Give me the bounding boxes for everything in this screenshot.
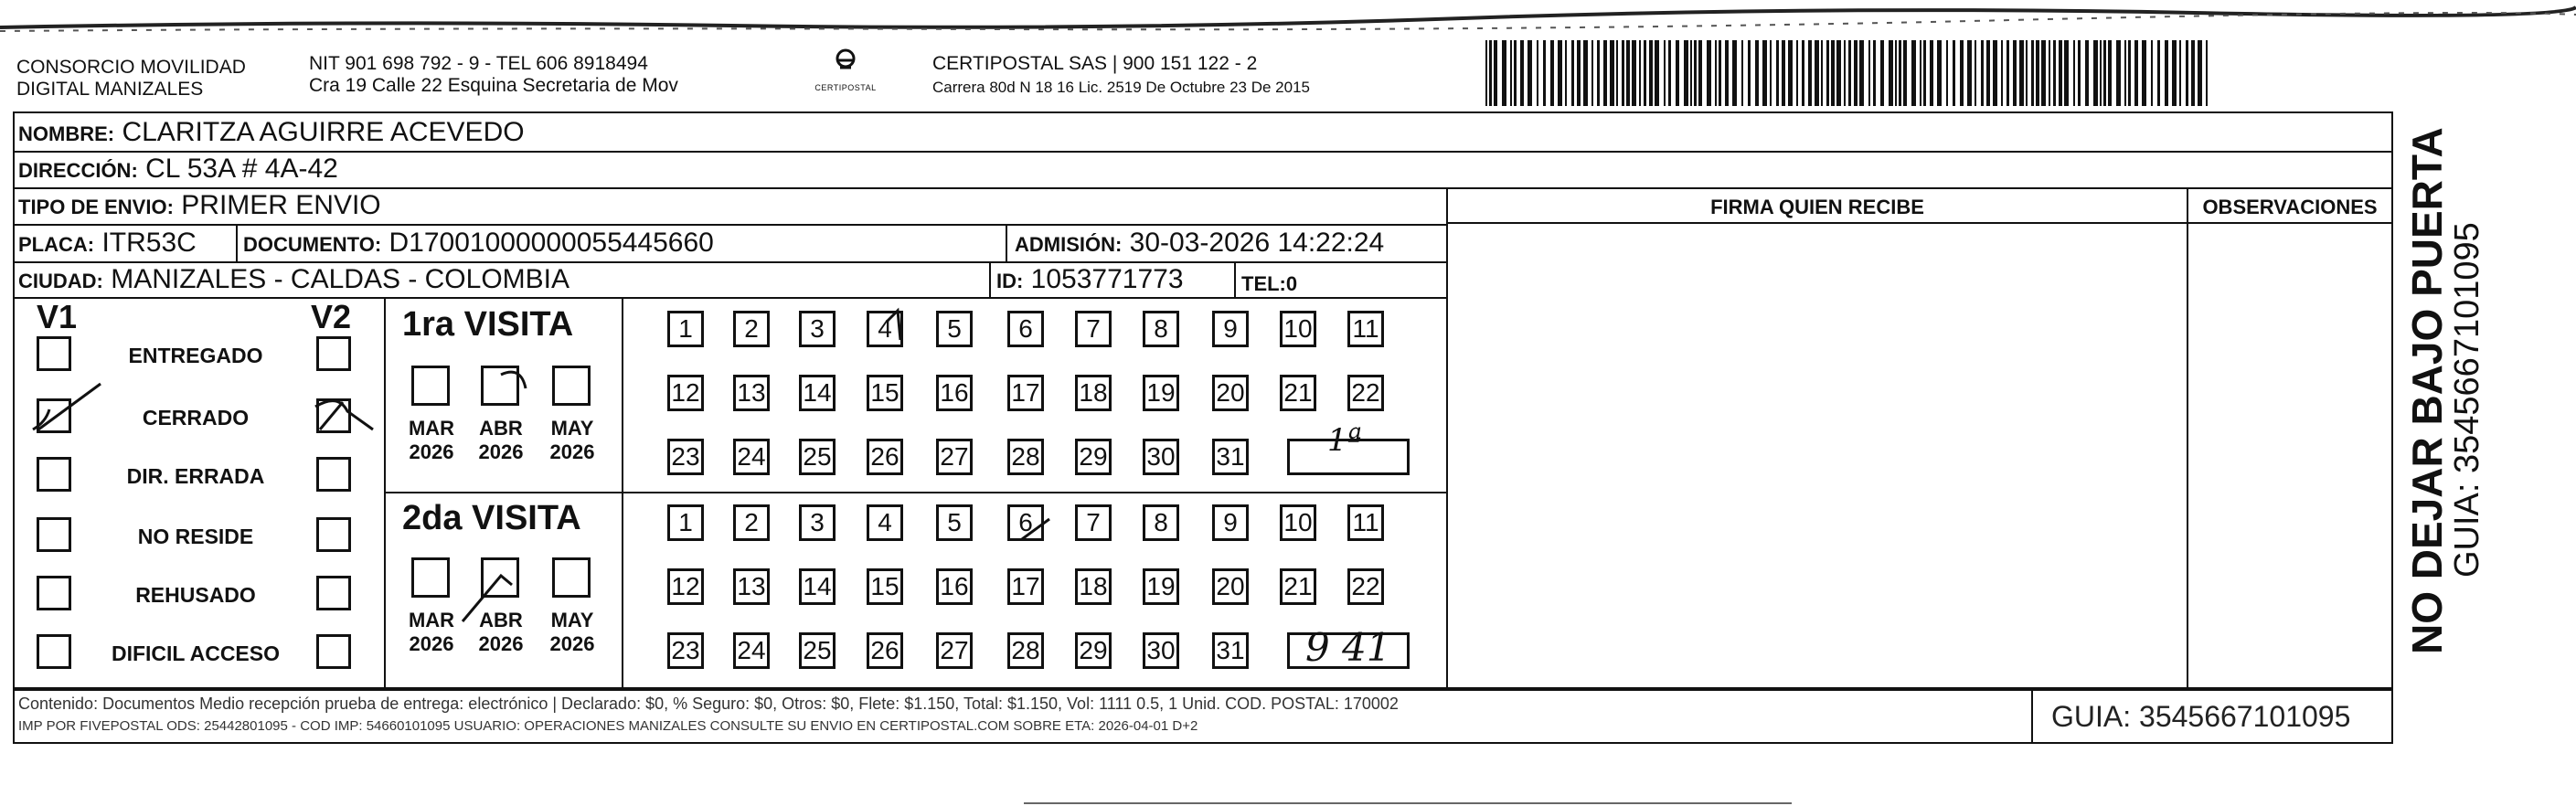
day-box[interactable]: 21 [1280,568,1316,605]
certipostal-logo: CERTIPOSTAL [814,48,878,92]
status-label: DIFICIL ACCESO [111,642,280,665]
side-guia: GUIA: 3545667101095 [2448,222,2486,578]
second-visit-title: 2da VISITA [402,499,581,537]
month-checkbox[interactable] [481,557,519,598]
barcode-bar [1520,40,1524,106]
barcode-bar [1583,40,1588,106]
day-box[interactable]: 4 [867,311,903,347]
placa-value: ITR53C [101,228,197,258]
signature-area[interactable] [1450,226,2185,687]
day-box[interactable]: 10 [1280,311,1316,347]
month-checkbox[interactable] [552,366,591,406]
barcode-bar [1649,40,1653,106]
handwritten-note-first: 1ª [1327,422,1362,459]
barcode-bar [2013,40,2017,106]
barcode-bar [1632,40,1636,106]
day-box[interactable]: 31 [1212,439,1249,475]
id-value: 1053771773 [1030,264,1184,294]
barcode-bar [2100,40,2102,106]
footer-contenido: Contenido: Documentos Medio recepción prueba de entrega: electrónico | Declarado: $0, % Seguro: $0, Otros: $0, Flete: $1.150, Total: $1.150, Vol: 1111 0.5, 1 Unid. COD. POSTAL: 170002 [18,695,1399,713]
id-field: ID: 1053771773 [996,264,1184,294]
barcode-bar [1732,40,1737,106]
barcode-bar [1565,40,1567,106]
barcode-bar [2041,40,2046,106]
firma-quien-recibe-header: FIRMA QUIEN RECIBE [1710,196,1924,218]
day-box[interactable]: 19 [1143,568,1179,605]
day-box[interactable]: 14 [799,375,836,411]
barcode-bar [2036,40,2039,106]
sender-org-name: CONSORCIO MOVILIDAD DIGITAL MANIZALES [16,57,246,100]
nombre-field: NOMBRE: CLARITZA AGUIRRE ACEVEDO [18,117,525,147]
barcode-bar [1597,40,1600,106]
barcode-bar [2198,40,2202,106]
day-box[interactable]: 23 [667,632,704,669]
barcode-bar [1975,40,1976,106]
month-checkbox[interactable] [481,366,519,406]
ciudad-field: CIUDAD: MANIZALES - CALDAS - COLOMBIA [18,264,570,294]
no-dejar-bajo-puerta: NO DEJAR BAJO PUERTA [2403,127,2451,654]
barcode-bar [1537,40,1538,106]
barcode-bar [1741,40,1743,106]
day-box[interactable]: 13 [733,568,770,605]
barcode-bar [1782,40,1785,106]
handwritten-note-second: 9 41 [1305,625,1391,670]
day-box[interactable]: 10 [1280,504,1316,541]
barcode-bar [1920,40,1921,106]
barcode-bar [2151,40,2153,106]
footer-impreso: IMP POR FIVEPOSTAL ODS: 25442801095 - COD IMP: 54660101095 USUARIO: OPERACIONES MANIZALES CONSULTE SU ENVIO EN CERTIPOSTAL.COM SOBRE ETA: 2026-04-01 D+2 [18,718,1198,734]
barcode-bar [1911,40,1916,106]
barcode-bar [1776,40,1779,106]
barcode-bar [1610,40,1614,106]
direccion-field: DIRECCIÓN: CL 53A # 4A-42 [18,154,338,184]
barcode-bar [1550,40,1554,106]
carrier-info: CERTIPOSTAL SAS | 900 151 122 - 2 Carrera 80d N 18 16 Lic. 2519 De Octubre 23 De 2015 [932,53,1310,96]
barcode-bar [2157,40,2160,106]
barcode-bar [2078,40,2081,106]
day-box[interactable]: 11 [1347,504,1384,541]
status-label: CERRADO [142,406,250,430]
barcode-bar [1808,40,1812,106]
status-label: ENTREGADO [128,344,263,367]
barcode-bar [2019,40,2024,106]
v1-header: V1 [37,298,78,335]
barcode-bar [2085,40,2089,106]
barcode-bar [1698,40,1702,106]
barcode-bar [2064,40,2069,106]
month-label: MAY 2026 [549,417,595,463]
month-label: ABR 2026 [478,609,524,655]
barcode-bar [1644,40,1646,106]
day-box[interactable]: 29 [1075,632,1112,669]
observaciones-area[interactable] [2190,226,2391,687]
admision-value: 30-03-2026 14:22:24 [1129,228,1385,258]
barcode-bar [2165,40,2168,106]
day-box[interactable]: 3 [799,504,836,541]
day-box[interactable]: 26 [867,439,903,475]
barcode-bar [1868,40,1870,106]
barcode-bar [1622,40,1624,106]
barcode-bar [2031,40,2034,106]
barcode-bar [1514,40,1517,106]
barcode-bar [1684,40,1688,106]
v2-checkbox[interactable] [316,457,351,492]
day-box[interactable]: 8 [1143,311,1179,347]
barcode-bar [1748,40,1751,106]
barcode-bar [2108,40,2112,106]
month-label: ABR 2026 [478,417,524,463]
barcode-bar [2007,40,2009,106]
v1-checkbox[interactable] [37,576,71,610]
day-box[interactable]: 15 [867,375,903,411]
barcode-bar [1848,40,1851,106]
barcode-bar [2093,40,2098,106]
barcode-bar [1953,40,1955,106]
day-box[interactable]: 2 [733,311,770,347]
day-box[interactable]: 8 [1143,504,1179,541]
month-checkbox[interactable] [411,366,450,406]
day-box[interactable]: 24 [733,439,770,475]
day-box[interactable]: 7 [1075,504,1112,541]
barcode-bar [1690,40,1692,106]
tipo-envio-value: PRIMER ENVIO [181,190,381,220]
barcode-bar [1543,40,1546,106]
barcode-bar [1937,40,1942,106]
sender-org-info: NIT 901 698 792 - 9 - TEL 606 8918494 Cra 19 Calle 22 Esquina Secretaria de Mov [309,53,678,96]
barcode-bar [1571,40,1574,106]
status-label: NO RESIDE [137,525,254,548]
v1-checkbox[interactable] [37,517,71,552]
observaciones-header: OBSERVACIONES [2202,196,2378,218]
day-box[interactable]: 16 [936,375,973,411]
v2-checkbox[interactable] [316,634,351,669]
day-box[interactable]: 15 [867,568,903,605]
barcode-bar [1510,40,1512,106]
day-box[interactable]: 30 [1143,632,1179,669]
day-box[interactable]: 27 [936,439,973,475]
barcode-bar [1796,40,1798,106]
day-box[interactable]: 14 [799,568,836,605]
barcode-bar [1707,40,1711,106]
day-box[interactable]: 7 [1075,311,1112,347]
barcode-bar [1889,40,1893,106]
day-box[interactable]: 26 [867,632,903,669]
ciudad-value: MANIZALES - CALDAS - COLOMBIA [111,264,570,294]
barcode-bar [1762,40,1767,106]
v2-checkbox[interactable] [316,517,351,552]
barcode-bar [1981,40,1984,106]
barcode-bar [1639,40,1641,106]
footer-guia: GUIA: 3545667101095 [2051,700,2351,733]
admision-field: ADMISIÓN: 30-03-2026 14:22:24 [1015,228,1385,258]
barcode-bar [1494,40,1497,106]
barcode-bar [2116,40,2121,106]
tel-field: TEL:0 [1241,272,1298,295]
v2-checkbox[interactable] [316,398,351,433]
barcode-bar [2049,40,2050,106]
barcode-bar [1577,40,1581,106]
day-box[interactable]: 16 [936,568,973,605]
barcode-bar [1873,40,1876,106]
day-box[interactable]: 9 [1212,504,1249,541]
barcode-bar [1528,40,1532,106]
barcode-bar [2026,40,2028,106]
day-box[interactable]: 19 [1143,375,1179,411]
placa-field: PLACA: ITR53C [18,228,197,258]
day-box[interactable]: 21 [1280,375,1316,411]
v2-checkbox[interactable] [316,576,351,610]
barcode-bar [1626,40,1630,106]
month-label: MAR 2026 [408,417,455,463]
barcode-bar [1770,40,1772,106]
first-visit-title: 1ra VISITA [402,305,574,344]
v1-checkbox[interactable] [37,457,71,492]
barcode-bar [1788,40,1793,106]
month-checkbox[interactable] [411,557,450,598]
barcode-bar [2059,40,2062,106]
tipo-envio-field: TIPO DE ENVIO: PRIMER ENVIO [18,190,381,220]
barcode-bar [1719,40,1721,106]
v1-checkbox[interactable] [37,634,71,669]
barcode-bar [1591,40,1593,106]
barcode-bar [1694,40,1697,106]
barcode-bar [1923,40,1926,106]
v1-checkbox[interactable] [37,336,71,371]
barcode-bar [1859,40,1864,106]
barcode-bar [2172,40,2177,106]
barcode-bar [1946,40,1948,106]
day-box[interactable]: 12 [667,568,704,605]
day-box[interactable]: 3 [799,311,836,347]
barcode-bar [1815,40,1819,106]
barcode-bar [1725,40,1729,106]
day-box[interactable]: 1 [667,504,704,541]
barcode-bar [1993,40,1997,106]
nombre-value: CLARITZA AGUIRRE ACEVEDO [122,117,525,147]
direccion-value: CL 53A # 4A-42 [145,154,338,184]
barcode-bar [1755,40,1759,106]
barcode-bar [1895,40,1897,106]
barcode-bar [2191,40,2195,106]
barcode [1485,40,2217,106]
barcode-bar [1655,40,1659,106]
barcode-bar [1899,40,1901,106]
barcode-bar [1986,40,1990,106]
day-box[interactable]: 2 [733,504,770,541]
barcode-bar [2053,40,2056,106]
barcode-bar [1821,40,1823,106]
day-box[interactable]: 5 [936,504,973,541]
barcode-bar [1960,40,1964,106]
documento-field: DOCUMENTO: D17001000000055445660 [243,228,714,258]
day-box[interactable]: 20 [1212,375,1249,411]
day-box[interactable]: 30 [1143,439,1179,475]
barcode-bar [1668,40,1671,106]
barcode-bar [1930,40,1933,106]
day-box[interactable]: 28 [1007,439,1044,475]
barcode-bar [1616,40,1618,106]
v1-checkbox[interactable] [37,398,71,433]
documento-value: D17001000000055445660 [389,228,714,258]
tel-value: 0 [1285,272,1298,295]
v2-header: V2 [311,298,352,335]
day-box[interactable]: 25 [799,439,836,475]
barcode-bar [2103,40,2106,106]
barcode-bar [1603,40,1607,106]
day-box[interactable]: 11 [1347,311,1384,347]
barcode-bar [1676,40,1679,106]
barcode-bar [1485,40,1487,106]
barcode-bar [1715,40,1717,106]
v2-checkbox[interactable] [316,336,351,371]
day-box[interactable]: 23 [667,439,704,475]
barcode-bar [2128,40,2131,106]
logo-mark-icon [827,48,864,79]
barcode-bar [2134,40,2138,106]
day-box[interactable]: 5 [936,311,973,347]
day-box[interactable]: 13 [733,375,770,411]
barcode-bar [2179,40,2181,106]
day-box[interactable]: 9 [1212,311,1249,347]
barcode-bar [1802,40,1804,106]
day-box[interactable]: 22 [1347,568,1384,605]
day-box[interactable]: 25 [799,632,836,669]
day-box[interactable]: 17 [1007,375,1044,411]
barcode-bar [1489,40,1492,106]
day-box[interactable]: 27 [936,632,973,669]
month-label: MAY 2026 [549,609,595,655]
torn-top-edge [0,0,2576,37]
barcode-bar [1880,40,1884,106]
status-label: REHUSADO [135,583,256,607]
barcode-bar [1502,40,1506,106]
month-checkbox[interactable] [552,557,591,598]
day-box[interactable]: 18 [1075,375,1112,411]
barcode-bar [2186,40,2188,106]
day-box[interactable]: 17 [1007,568,1044,605]
barcode-bar [1558,40,1562,106]
status-label: DIR. ERRADA [126,464,265,488]
day-box[interactable]: 4 [867,504,903,541]
day-box[interactable]: 20 [1212,568,1249,605]
day-box[interactable]: 28 [1007,632,1044,669]
barcode-bar [1826,40,1829,106]
barcode-bar [1903,40,1907,106]
barcode-bar [2001,40,2003,106]
day-box[interactable]: 12 [667,375,704,411]
day-box[interactable]: 1 [667,311,704,347]
day-box[interactable]: 24 [733,632,770,669]
day-box[interactable]: 31 [1212,632,1249,669]
barcode-bar [1836,40,1841,106]
barcode-bar [2124,40,2126,106]
day-box[interactable]: 22 [1347,375,1384,411]
day-box[interactable]: 6 [1007,311,1044,347]
barcode-bar [1831,40,1835,106]
day-box[interactable]: 18 [1075,568,1112,605]
barcode-bar [1664,40,1666,106]
barcode-bar [2206,40,2208,106]
barcode-bar [1844,40,1846,106]
month-label: MAR 2026 [408,609,455,655]
barcode-bar [2142,40,2146,106]
day-box[interactable]: 29 [1075,439,1112,475]
barcode-bar [2073,40,2075,106]
barcode-bar [1967,40,1972,106]
barcode-bar [1854,40,1857,106]
day-box[interactable]: 6 [1007,504,1044,541]
